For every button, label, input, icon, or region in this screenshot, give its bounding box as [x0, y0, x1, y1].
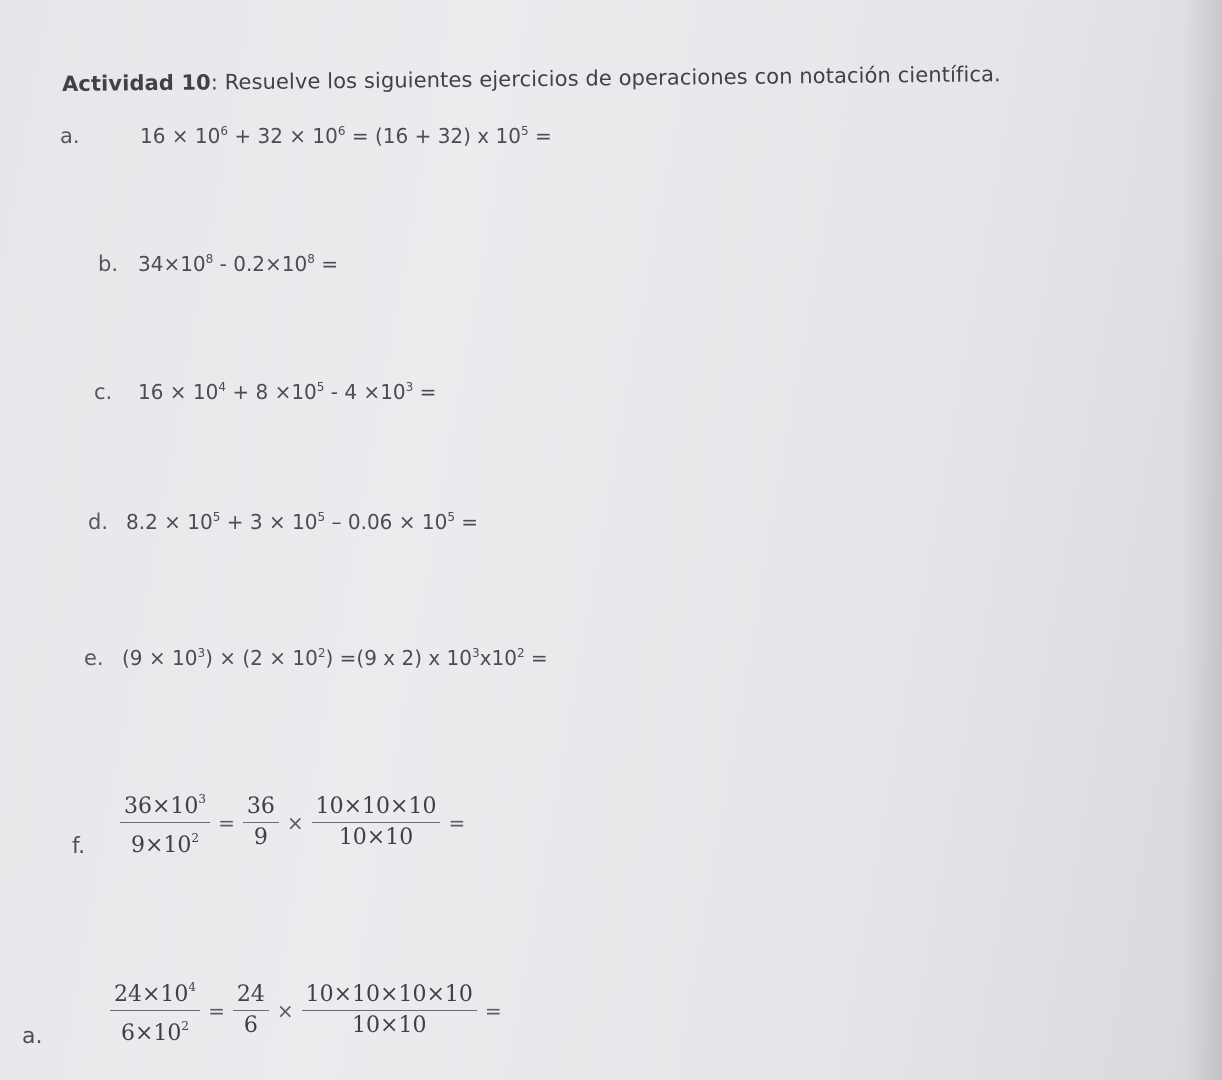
fraction-numerator: 24 — [233, 980, 269, 1011]
exercise-expression: $34\times 10^8 - 0.2\times 10^8$ = — [138, 252, 339, 276]
times-sign: × — [286, 810, 304, 835]
exercise-label: c. — [94, 380, 113, 404]
activity-title-bold: Actividad 10 — [61, 70, 211, 96]
fraction-numerator: 10×10×10 — [312, 792, 441, 823]
fraction-denominator: 9 — [253, 825, 268, 850]
fraction — [312, 792, 441, 853]
fraction — [243, 792, 279, 853]
exercise-e — [84, 646, 548, 670]
equals-sign: = — [448, 810, 466, 835]
fraction-numerator: $36\times 10^3$ — [120, 784, 210, 823]
exercise-c — [94, 380, 436, 404]
exercise-label: d. — [88, 510, 109, 534]
exercise-label: b. — [98, 252, 119, 276]
exercise-expression: $16 \times 10^6 + 32 \times 10^6 = (16 + 32)$ x $10^5$ = — [140, 124, 552, 148]
equals-sign: = — [208, 998, 225, 1023]
exercise-b — [98, 252, 338, 276]
fraction — [110, 972, 200, 1049]
exercise-a — [60, 124, 552, 148]
exercise-g-label: a. — [22, 1024, 43, 1049]
exercise-expression: $(9 \times 10^3) \times (2 \times 10^2) =(9$ x 2) x $10^3x10^2$ = — [122, 646, 548, 670]
activity-title-instructions: : Resuelve los siguientes ejercicios de operaciones con notación científica. — [210, 62, 1001, 95]
fraction-denominator: $6\times 10^2$ — [120, 1019, 190, 1046]
exercise-g-fraction — [106, 972, 506, 1049]
equals-sign: = — [484, 998, 502, 1023]
activity-title — [62, 62, 1001, 96]
fraction-denominator: $9\times 10^2$ — [130, 831, 200, 858]
fraction-denominator: 10×10 — [338, 825, 414, 850]
fraction — [120, 784, 210, 861]
exercise-d — [88, 510, 478, 534]
exercise-label: a. — [60, 124, 80, 148]
exercise-expression: $8.2 \times 10^5 + 3 \times 10^5 - 0.06 \times 10^5$ = — [126, 510, 479, 534]
exercise-f-label: f. — [72, 834, 86, 859]
fraction-numerator: $24\times 10^4$ — [110, 972, 200, 1011]
times-sign: × — [276, 998, 294, 1023]
fraction — [233, 980, 269, 1041]
fraction — [302, 980, 477, 1041]
fraction-numerator: 36 — [243, 792, 279, 823]
fraction-denominator: 10×10 — [352, 1013, 427, 1038]
page-edge-shadow — [1182, 0, 1222, 1080]
fraction-denominator: 6 — [243, 1013, 258, 1038]
equals-sign: = — [218, 810, 235, 835]
exercise-label: e. — [84, 646, 104, 670]
exercise-expression: $16 \times 10^4 + 8 \times 10^5 - 4 \times 10^3$ = — [138, 380, 437, 404]
exercise-f-fraction — [116, 784, 469, 861]
fraction-numerator: 10×10×10×10 — [302, 980, 477, 1011]
